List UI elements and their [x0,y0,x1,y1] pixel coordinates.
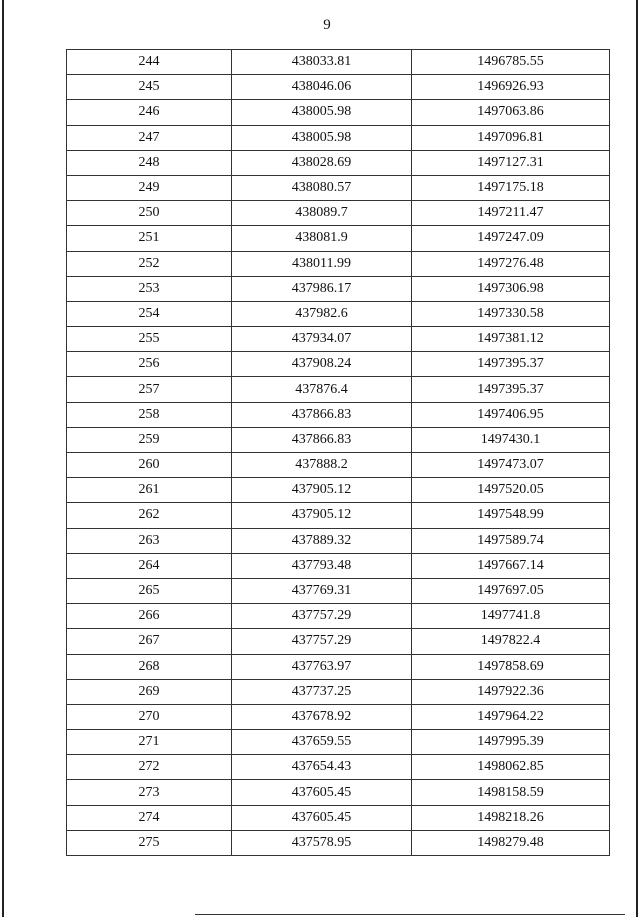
x-coordinate-cell: 437763.97 [232,654,412,679]
point-number-cell: 250 [67,201,232,226]
page-edge-right [636,0,638,917]
y-coordinate-cell: 1498062.85 [412,755,610,780]
y-coordinate-cell: 1497520.05 [412,478,610,503]
y-coordinate-cell: 1497589.74 [412,528,610,553]
x-coordinate-cell: 437605.45 [232,780,412,805]
point-number-cell: 272 [67,755,232,780]
table-row [67,679,610,704]
table-row [67,402,610,427]
table-row [67,377,610,402]
point-number-cell: 271 [67,730,232,755]
y-coordinate-cell: 1497096.81 [412,125,610,150]
x-coordinate-cell: 438081.9 [232,226,412,251]
point-number-cell: 264 [67,553,232,578]
table-row [67,830,610,855]
x-coordinate-cell: 437757.29 [232,629,412,654]
table-row [67,553,610,578]
point-number-cell: 245 [67,75,232,100]
x-coordinate-cell: 438005.98 [232,125,412,150]
x-coordinate-cell: 437905.12 [232,503,412,528]
point-number-cell: 259 [67,427,232,452]
y-coordinate-cell: 1497276.48 [412,251,610,276]
table-row [67,50,610,75]
y-coordinate-cell: 1497175.18 [412,175,610,200]
x-coordinate-cell: 437678.92 [232,704,412,729]
table-row [67,755,610,780]
y-coordinate-cell: 1497306.98 [412,276,610,301]
table-row [67,251,610,276]
x-coordinate-cell: 437888.2 [232,453,412,478]
table-row [67,629,610,654]
x-coordinate-cell: 437986.17 [232,276,412,301]
x-coordinate-cell: 438033.81 [232,50,412,75]
point-number-cell: 262 [67,503,232,528]
table-row [67,327,610,352]
table-row [67,75,610,100]
y-coordinate-cell: 1497995.39 [412,730,610,755]
y-coordinate-cell: 1497247.09 [412,226,610,251]
y-coordinate-cell: 1497473.07 [412,453,610,478]
y-coordinate-cell: 1497406.95 [412,402,610,427]
y-coordinate-cell: 1497964.22 [412,704,610,729]
x-coordinate-cell: 438046.06 [232,75,412,100]
y-coordinate-cell: 1497063.86 [412,100,610,125]
coordinates-table-body [67,50,610,856]
table-row [67,604,610,629]
point-number-cell: 251 [67,226,232,251]
point-number-cell: 265 [67,578,232,603]
table-row [67,100,610,125]
x-coordinate-cell: 438005.98 [232,100,412,125]
point-number-cell: 275 [67,830,232,855]
point-number-cell: 270 [67,704,232,729]
y-coordinate-cell: 1496926.93 [412,75,610,100]
table-row [67,301,610,326]
point-number-cell: 263 [67,528,232,553]
x-coordinate-cell: 437876.4 [232,377,412,402]
point-number-cell: 274 [67,805,232,830]
point-number-cell: 261 [67,478,232,503]
table-row [67,276,610,301]
point-number-cell: 258 [67,402,232,427]
y-coordinate-cell: 1498279.48 [412,830,610,855]
table-row [67,503,610,528]
y-coordinate-cell: 1497395.37 [412,377,610,402]
x-coordinate-cell: 438080.57 [232,175,412,200]
page-edge-left [2,0,4,917]
point-number-cell: 268 [67,654,232,679]
coordinates-table [66,49,610,856]
table-row [67,226,610,251]
point-number-cell: 256 [67,352,232,377]
y-coordinate-cell: 1497330.58 [412,301,610,326]
point-number-cell: 257 [67,377,232,402]
y-coordinate-cell: 1497548.99 [412,503,610,528]
y-coordinate-cell: 1497822.4 [412,629,610,654]
x-coordinate-cell: 437934.07 [232,327,412,352]
table-row [67,201,610,226]
table-row [67,654,610,679]
x-coordinate-cell: 437908.24 [232,352,412,377]
point-number-cell: 252 [67,251,232,276]
y-coordinate-cell: 1497430.1 [412,427,610,452]
table-row [67,453,610,478]
x-coordinate-cell: 437605.45 [232,805,412,830]
x-coordinate-cell: 437793.48 [232,553,412,578]
y-coordinate-cell: 1497127.31 [412,150,610,175]
point-number-cell: 260 [67,453,232,478]
y-coordinate-cell: 1497922.36 [412,679,610,704]
point-number-cell: 249 [67,175,232,200]
point-number-cell: 248 [67,150,232,175]
table-row [67,805,610,830]
point-number-cell: 254 [67,301,232,326]
point-number-cell: 244 [67,50,232,75]
x-coordinate-cell: 437866.83 [232,427,412,452]
point-number-cell: 255 [67,327,232,352]
point-number-cell: 273 [67,780,232,805]
table-row [67,150,610,175]
page-number: 9 [323,17,331,33]
table-row [67,780,610,805]
table-row [67,427,610,452]
table-row [67,478,610,503]
y-coordinate-cell: 1497667.14 [412,553,610,578]
y-coordinate-cell: 1498218.26 [412,805,610,830]
x-coordinate-cell: 437769.31 [232,578,412,603]
table-row [67,175,610,200]
point-number-cell: 269 [67,679,232,704]
x-coordinate-cell: 437982.6 [232,301,412,326]
x-coordinate-cell: 437659.55 [232,730,412,755]
table-row [67,704,610,729]
x-coordinate-cell: 437757.29 [232,604,412,629]
x-coordinate-cell: 438028.69 [232,150,412,175]
point-number-cell: 253 [67,276,232,301]
x-coordinate-cell: 437654.43 [232,755,412,780]
x-coordinate-cell: 437866.83 [232,402,412,427]
y-coordinate-cell: 1497741.8 [412,604,610,629]
y-coordinate-cell: 1497211.47 [412,201,610,226]
y-coordinate-cell: 1497395.37 [412,352,610,377]
point-number-cell: 247 [67,125,232,150]
point-number-cell: 266 [67,604,232,629]
x-coordinate-cell: 437905.12 [232,478,412,503]
y-coordinate-cell: 1497381.12 [412,327,610,352]
y-coordinate-cell: 1497858.69 [412,654,610,679]
table-row [67,528,610,553]
table-row [67,352,610,377]
point-number-cell: 267 [67,629,232,654]
table-row [67,578,610,603]
page-edge-bottom [195,914,625,915]
x-coordinate-cell: 438011.99 [232,251,412,276]
x-coordinate-cell: 437889.32 [232,528,412,553]
table-row [67,730,610,755]
point-number-cell: 246 [67,100,232,125]
y-coordinate-cell: 1497697.05 [412,578,610,603]
table-row [67,125,610,150]
y-coordinate-cell: 1498158.59 [412,780,610,805]
x-coordinate-cell: 437737.25 [232,679,412,704]
x-coordinate-cell: 438089.7 [232,201,412,226]
x-coordinate-cell: 437578.95 [232,830,412,855]
y-coordinate-cell: 1496785.55 [412,50,610,75]
